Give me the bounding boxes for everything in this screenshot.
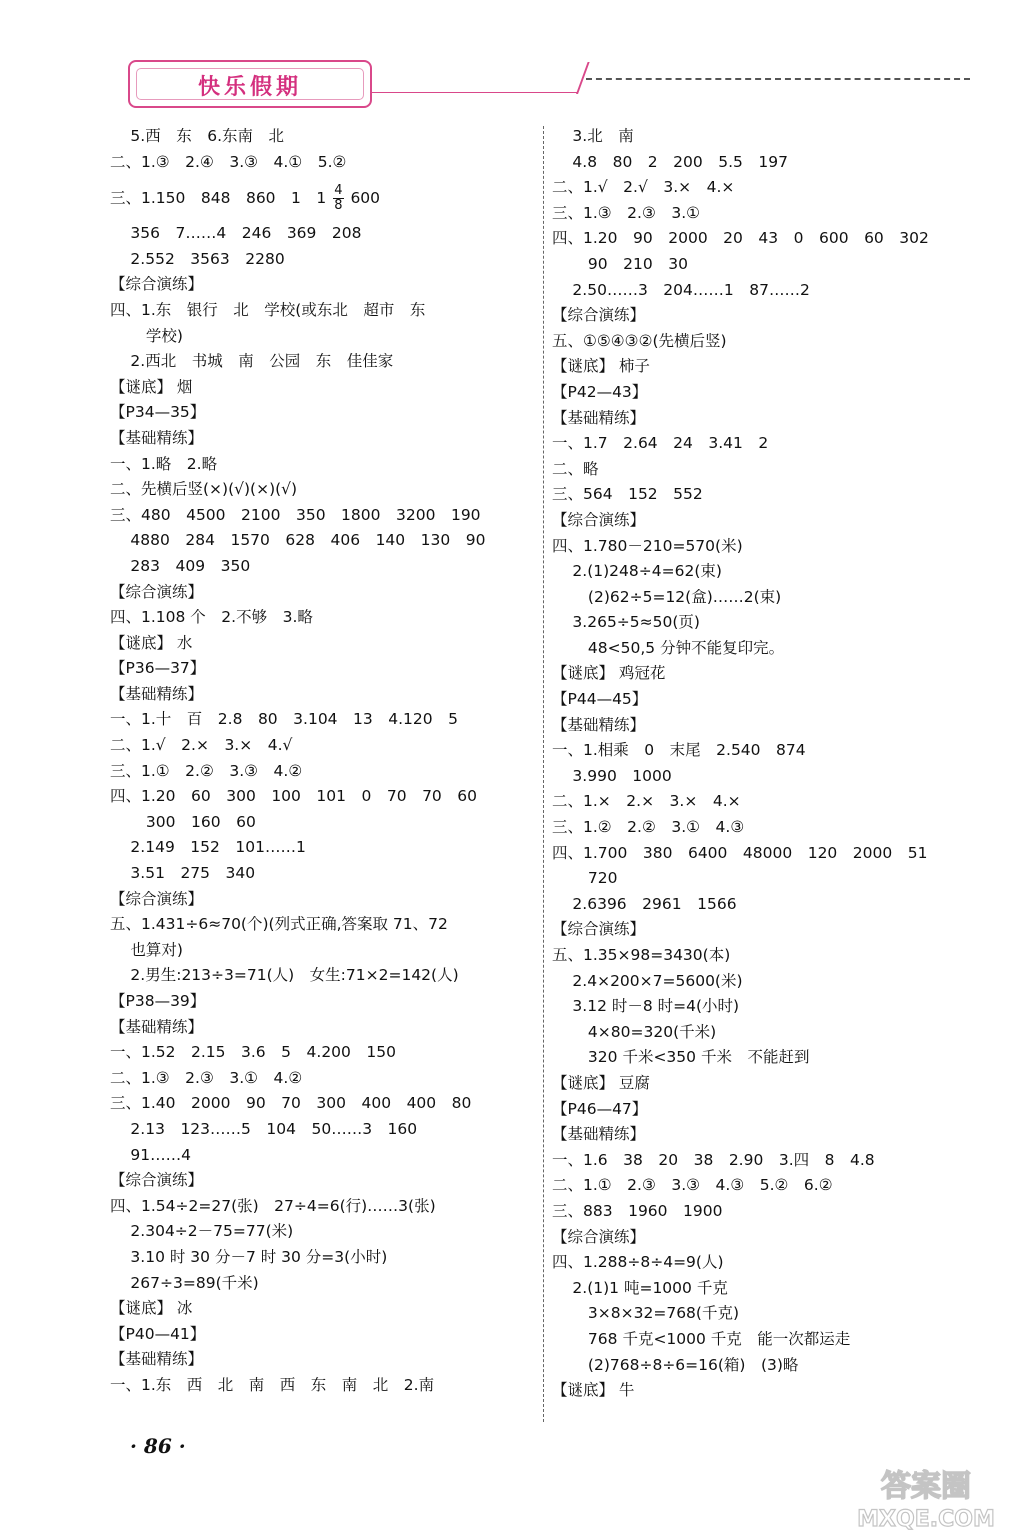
answer-line: 二、1.√ 2.√ 3.× 4.× [552,178,735,197]
riddle-answer: 【谜底】 冰 [110,1299,193,1318]
answer-line: 二、1.③ 2.③ 3.① 4.② [110,1068,303,1087]
answer-line: 四、1.108 个 2.不够 3.略 [110,608,313,627]
riddle-answer: 【谜底】 烟 [110,377,193,396]
answer-line: 2.6396 2961 1566 [552,894,737,913]
page-range-heading: 【P40—41】 [110,1324,206,1343]
watermark-logo [846,1462,1006,1532]
answer-line: 4×80=320(千米) [552,1022,717,1041]
answer-line: 二、1.√ 2.× 3.× 4.√ [110,736,293,755]
answer-line: 320 千米<350 千米 不能赶到 [552,1048,810,1067]
answer-line-fraction [110,175,532,221]
answer-line: 3.北 南 [552,127,634,145]
answer-line: 2.149 152 101……1 [110,838,306,857]
answer-line: 4880 284 1570 628 406 140 130 90 [110,531,486,550]
fraction-denominator: 8 [334,198,343,214]
answer-line: 2.西北 书城 南 公园 东 佳佳家 [110,352,394,371]
page-number: · 86 · [130,1434,186,1458]
answer-line: 五、1.35×98=3430(本) [552,946,731,964]
answer-line: 四、1.700 380 6400 48000 120 2000 51 [552,843,928,862]
answer-line: 一、1.略 2.略 [110,454,218,473]
answer-line: 一、1.6 38 20 38 2.90 3.四 8 4.8 [552,1150,875,1169]
section-heading: 【基础精练】 [552,715,646,734]
section-heading: 【综合演练】 [110,1171,204,1190]
answer-line: 48<50,5 分钟不能复印完。 [552,638,785,657]
answer-line: 四、1.780－210=570(米) [552,536,743,555]
answer-line: 一、1.相乘 0 末尾 2.540 874 [552,741,806,760]
header-dashed-rule [586,78,970,80]
answer-line: 3×8×32=768(千克) [552,1304,740,1323]
section-heading: 【综合演练】 [552,920,646,939]
answer-line: 一、1.东 西 北 南 西 东 南 北 2.南 [110,1375,435,1394]
answer-line: 也算对) [110,940,183,959]
page-range-heading: 【P36—37】 [110,659,206,678]
answer-line: 三、1.③ 2.③ 3.① [552,203,701,222]
answer-line: 四、1.20 90 2000 20 43 0 600 60 302 [552,229,929,248]
answer-line: 2.552 3563 2280 [110,249,285,268]
section-heading: 【基础精练】 [110,1017,204,1036]
answer-line: 283 409 350 [110,556,251,575]
section-heading: 【基础精练】 [110,1350,204,1369]
section-heading: 【综合演练】 [110,275,204,294]
answer-line: 二、1.× 2.× 3.× 4.× [552,792,741,811]
watermark-url: MXQE.COM [857,1507,995,1532]
answer-line: 三、564 152 552 [552,485,703,504]
answer-line: 五、①⑤④③②(先横后竖) [552,331,727,350]
answer-line: 2.13 123……5 104 50……3 160 [110,1119,418,1138]
answer-line: 2.304÷2－75=77(米) [110,1222,294,1241]
page-range-heading: 【P46—47】 [552,1099,648,1118]
section-heading: 【基础精练】 [110,684,204,703]
section-heading: 【基础精练】 [552,408,646,427]
riddle-answer: 【谜底】 牛 [552,1381,635,1400]
section-heading: 【综合演练】 [552,306,646,325]
answer-text: 600 [350,189,381,208]
answer-line: 90 210 30 [552,254,688,273]
answer-line: 91……4 [110,1145,192,1164]
riddle-answer: 【谜底】 豆腐 [552,1073,650,1092]
answer-line: 二、1.③ 2.④ 3.③ 4.① 5.② [110,152,347,171]
page-range-heading: 【P34—35】 [110,403,206,422]
answer-line: 356 7……4 246 369 208 [110,224,362,243]
answer-line: 一、1.7 2.64 24 3.41 2 [552,434,769,453]
answer-text: 三、1.150 848 860 1 1 [110,189,327,208]
answer-line: 学校) [110,326,183,345]
header-title: 快乐假期 [197,74,302,100]
answer-line: 四、1.54÷2=27(张) 27÷4=6(行)……3(张) [110,1196,436,1215]
riddle-answer: 【谜底】 水 [110,633,193,652]
answer-line: 二、1.① 2.③ 3.③ 4.③ 5.② 6.② [552,1176,833,1195]
answer-line: 2.男生:213÷3=71(人) 女生:71×2=142(人) [110,966,459,985]
answer-line: 768 千克<1000 千克 能一次都运走 [552,1329,851,1348]
answer-line: 2.50……3 204……1 87……2 [552,280,810,299]
answer-line: (2)768÷8÷6=16(箱) (3)略 [552,1355,799,1374]
answer-line: (2)62÷5=12(盒)……2(束) [552,587,782,606]
answer-line: 三、480 4500 2100 350 1800 3200 190 [110,505,481,524]
answer-line: 三、1.40 2000 90 70 300 400 400 80 [110,1094,472,1113]
page-range-heading: 【P44—45】 [552,690,648,709]
answer-line: 3.51 275 340 [110,864,256,883]
answer-line: 2.(1)1 吨=1000 千克 [552,1278,728,1297]
answer-line: 三、883 1960 1900 [552,1201,723,1220]
header-tab [128,60,372,108]
answer-line: 720 [552,869,618,888]
page-range-heading: 【P42—43】 [552,382,648,401]
riddle-answer: 【谜底】 柿子 [552,357,650,376]
section-heading: 【综合演练】 [110,582,204,601]
section-heading: 【综合演练】 [552,510,646,529]
section-heading: 【基础精练】 [552,1125,646,1144]
answer-line: 5.西 东 6.东南 北 [110,127,285,145]
column-divider [543,126,544,1422]
answer-line: 3.10 时 30 分－7 时 30 分=3(小时) [110,1247,388,1266]
fraction-numerator: 4 [334,183,343,199]
section-heading: 【综合演练】 [110,889,204,908]
page-range-heading: 【P38—39】 [110,992,206,1010]
watermark-text: 答案圈 [881,1469,971,1504]
answer-line: 3.12 时－8 时=4(小时) [552,997,740,1016]
answer-line: 4.8 80 2 200 5.5 197 [552,152,788,171]
riddle-answer: 【谜底】 鸡冠花 [552,664,666,683]
answer-line: 三、1.① 2.② 3.③ 4.② [110,761,303,780]
answer-line: 三、1.② 2.② 3.① 4.③ [552,818,745,837]
answer-line: 2.4×200×7=5600(米) [552,971,743,990]
answer-line: 四、1.20 60 300 100 101 0 70 70 60 [110,787,478,806]
header-rule [372,92,578,93]
section-heading: 【综合演练】 [552,1227,646,1246]
answer-line: 五、1.431÷6≈70(个)(列式正确,答案取 71、72 [110,915,448,934]
answer-line: 四、1.东 银行 北 学校(或东北 超市 东 [110,300,426,319]
answer-line: 一、1.52 2.15 3.6 5 4.200 150 [110,1043,396,1062]
answer-line: 二、先横后竖(×)(√)(×)(√) [110,480,298,499]
answer-line: 267÷3=89(千米) [110,1273,259,1292]
answer-line: 3.265÷5≈50(页) [552,613,700,632]
right-column [552,124,972,1404]
answer-line: 3.990 1000 [552,766,672,785]
answer-line: 四、1.288÷8÷4=9(人) [552,1253,724,1272]
answer-line: 300 160 60 [110,812,256,831]
left-column [110,124,532,1399]
answer-line: 一、1.十 百 2.8 80 3.104 13 4.120 5 [110,710,458,729]
fraction [333,184,343,213]
answer-line: 2.(1)248÷4=62(束) [552,562,722,581]
section-heading: 【基础精练】 [110,428,204,447]
answer-line: 二、略 [552,459,599,478]
